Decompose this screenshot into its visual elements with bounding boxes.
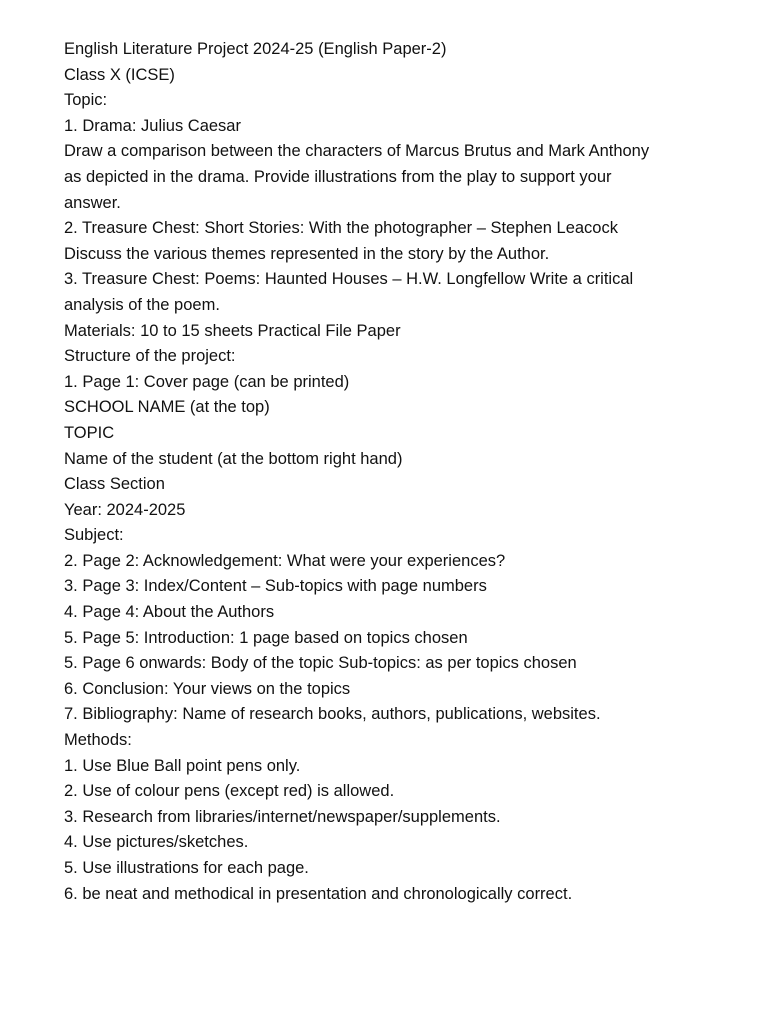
structure-item: 5. Page 6 onwards: Body of the topic Sub-topics: as per topics chosen [64, 654, 577, 673]
structure-item: 7. Bibliography: Name of research books, authors, publications, websites. [64, 705, 601, 724]
structure-item: 1. Page 1: Cover page (can be printed) [64, 372, 350, 391]
topic-item-short-story: 2. Treasure Chest: Short Stories: With the photographer – Stephen Leacock [64, 219, 618, 238]
class-line: Class X (ICSE) [64, 65, 175, 84]
topic-item-poem: 3. Treasure Chest: Poems: Haunted Houses – H.W. Longfellow Write a critical [64, 270, 634, 289]
methods-heading: Methods: [64, 731, 132, 750]
paragraph-line: Discuss the various themes represented in the story by the Author. [64, 244, 550, 263]
document-body [64, 37, 714, 907]
structure-item: 3. Page 3: Index/Content – Sub-topics with page numbers [64, 577, 487, 596]
cover-detail-line: Class Section [64, 475, 165, 494]
cover-detail-line: Year: 2024-2025 [64, 500, 186, 519]
structure-heading: Structure of the project: [64, 347, 236, 366]
method-item: 6. be neat and methodical in presentation and chronologically correct. [64, 884, 573, 903]
topic-heading: Topic: [64, 91, 108, 110]
structure-item: 6. Conclusion: Your views on the topics [64, 679, 351, 698]
cover-detail-line: SCHOOL NAME (at the top) [64, 398, 270, 417]
structure-item: 2. Page 2: Acknowledgement: What were your experiences? [64, 551, 506, 570]
paragraph-line: Draw a comparison between the characters of Marcus Brutus and Mark Anthony [64, 142, 650, 161]
structure-item: 5. Page 5: Introduction: 1 page based on topics chosen [64, 628, 468, 647]
cover-detail-line: Name of the student (at the bottom right hand) [64, 449, 403, 468]
method-item: 2. Use of colour pens (except red) is allowed. [64, 782, 395, 801]
materials-line: Materials: 10 to 15 sheets Practical File Paper [64, 321, 401, 340]
cover-detail-line: TOPIC [64, 423, 115, 442]
method-item: 5. Use illustrations for each page. [64, 859, 309, 877]
method-item: 3. Research from libraries/internet/newspaper/supplements. [64, 807, 501, 826]
paragraph-line: answer. [64, 193, 121, 212]
paragraph-line: analysis of the poem. [64, 295, 220, 314]
method-item: 4. Use pictures/sketches. [64, 833, 249, 852]
document-title: English Literature Project 2024-25 (English Paper-2) [64, 40, 447, 58]
paragraph-line: as depicted in the drama. Provide illustrations from the play to support your [64, 167, 612, 186]
structure-item: 4. Page 4: About the Authors [64, 603, 275, 622]
cover-detail-line: Subject: [64, 526, 124, 545]
method-item: 1. Use Blue Ball point pens only. [64, 756, 301, 775]
topic-item-drama: 1. Drama: Julius Caesar [64, 116, 241, 135]
